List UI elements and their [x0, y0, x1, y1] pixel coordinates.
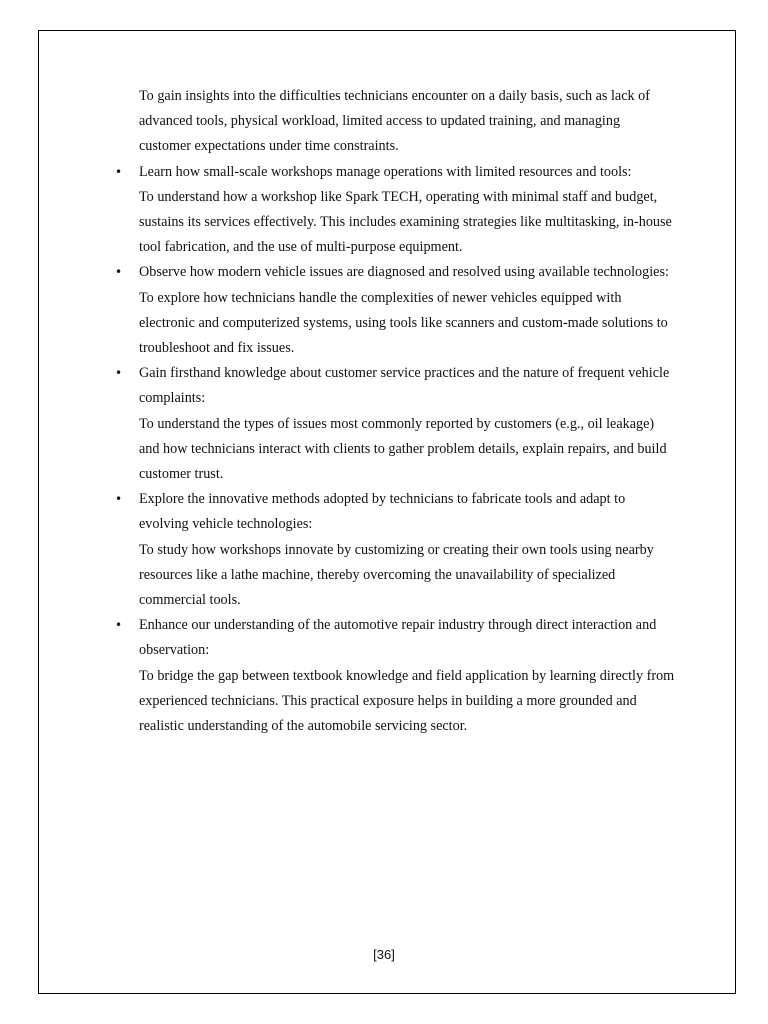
objective-heading: Explore the innovative methods adopted by technicians to fabricate tools and adapt to evolving vehicle technologies:: [139, 491, 626, 533]
objective-heading: Gain firsthand knowledge about customer service practices and the nature of frequent vehicle complaints:: [139, 365, 670, 407]
bullet-icon: •: [115, 265, 123, 280]
objective-description: To understand the types of issues most commonly reported by customers (e.g., oil leakage) and how technicians interact with clients to gather problem details, explain repairs, and build customer trust.: [139, 415, 667, 483]
objective-description: To study how workshops innovate by customizing or creating their own tools using nearby resources like a lathe machine, thereby overcoming the unavailability of specialized commercial tools.: [139, 541, 654, 609]
bullet-icon: •: [115, 366, 123, 381]
objective-heading: Observe how modern vehicle issues are diagnosed and resolved using available technologies:: [139, 264, 669, 281]
objective-description: To understand how a workshop like Spark TECH, operating with minimal staff and budget, sustains its services effectively. This includes examining strategies like multitasking, in-house tool fabrication, and the use of multi-purpose equipment.: [139, 188, 672, 256]
list-item: [115, 160, 675, 261]
bullet-icon: •: [115, 618, 123, 633]
list-item: [115, 613, 675, 739]
document-body: [115, 84, 675, 739]
objective-description: To bridge the gap between textbook knowledge and field application by learning directly from experienced technicians. This practical exposure helps in building a more grounded and realistic understanding of the automobile servicing sector.: [139, 667, 675, 735]
objective-heading: Enhance our understanding of the automotive repair industry through direct interaction and observation:: [139, 617, 657, 659]
page-number: [36]: [373, 947, 395, 962]
bullet-icon: •: [115, 492, 123, 507]
list-item: [115, 260, 675, 361]
bullet-icon: •: [115, 164, 123, 179]
objective-description: To explore how technicians handle the complexities of newer vehicles equipped with electronic and computerized systems, using tools like scanners and custom-made solutions to troubleshoot and fix issues.: [139, 289, 668, 357]
objectives-list: [115, 160, 675, 740]
intro-paragraph: To gain insights into the difficulties technicians encounter on a daily basis, such as lack of advanced tools, physical workload, limited access to updated training, and managing customer expectations under time constraints.: [139, 88, 650, 155]
list-item: [115, 487, 675, 613]
list-item: [115, 361, 675, 487]
objective-heading: Learn how small-scale workshops manage operations with limited resources and tools:: [139, 163, 632, 180]
